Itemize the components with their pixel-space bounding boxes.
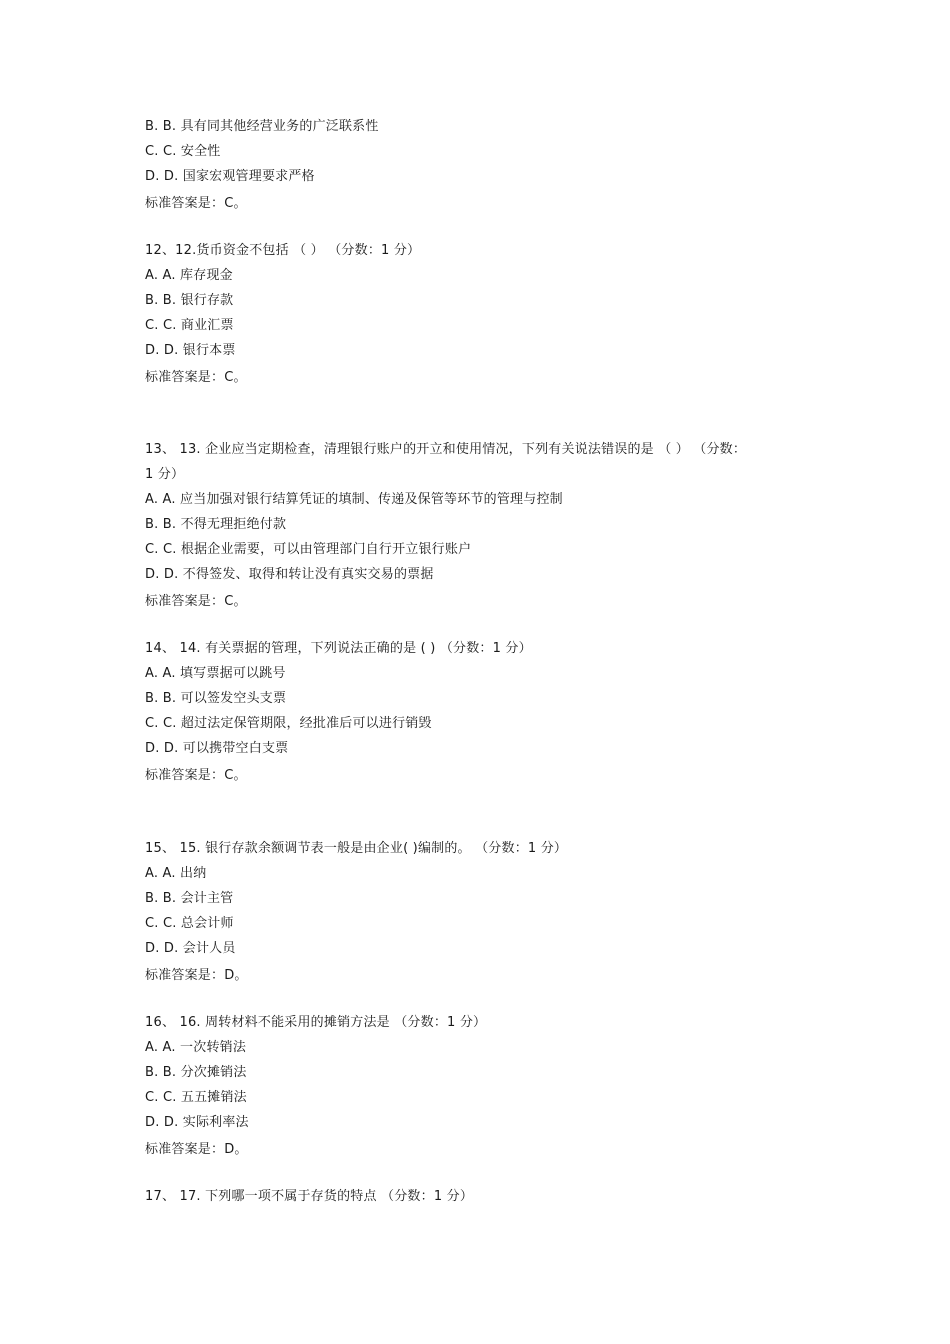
standard-answer: 标准答案是：D。	[145, 968, 248, 983]
option-b: B. B. 不得无理拒绝付款	[145, 517, 287, 532]
option-a: A. A. 一次转销法	[145, 1040, 247, 1055]
question-stem: 13、 13. 企业应当定期检查，清理银行账户的开立和使用情况，下列有关说法错误的是 （ ） （分数：	[145, 442, 747, 457]
option-d: D. D. 国家宏观管理要求严格	[145, 169, 315, 184]
option-d: D. D. 银行本票	[145, 343, 236, 358]
option-d: D. D. 会计人员	[145, 941, 236, 956]
standard-answer: 标准答案是：C。	[145, 370, 247, 385]
option-a: A. A. 填写票据可以跳号	[145, 666, 286, 681]
standard-answer: 标准答案是：C。	[145, 768, 247, 783]
option-c: C. C. 商业汇票	[145, 318, 234, 333]
option-d: D. D. 不得签发、取得和转让没有真实交易的票据	[145, 567, 434, 582]
option-b: B. B. 分次摊销法	[145, 1065, 247, 1080]
option-a: A. A. 出纳	[145, 866, 207, 881]
option-b: B. B. 银行存款	[145, 293, 234, 308]
option-c: C. C. 超过法定保管期限，经批准后可以进行销毁	[145, 716, 432, 731]
option-b: B. B. 会计主管	[145, 891, 234, 906]
option-c: C. C. 五五摊销法	[145, 1090, 247, 1105]
question-stem: 15、 15. 银行存款余额调节表一般是由企业( )编制的。 （分数：1 分）	[145, 841, 568, 856]
question-stem: 17、 17. 下列哪一项不属于存货的特点 （分数：1 分）	[145, 1189, 474, 1204]
question-stem: 14、 14. 有关票据的管理，下列说法正确的是 ( ) （分数：1 分）	[145, 641, 532, 656]
standard-answer: 标准答案是：D。	[145, 1142, 248, 1157]
option-c: C. C. 安全性	[145, 144, 221, 159]
option-d: D. D. 实际利率法	[145, 1115, 249, 1130]
option-b: B. B. 可以签发空头支票	[145, 691, 287, 706]
option-c: C. C. 根据企业需要，可以由管理部门自行开立银行账户	[145, 542, 472, 557]
option-a: A. A. 库存现金	[145, 268, 233, 283]
option-c: C. C. 总会计师	[145, 916, 234, 931]
option-d: D. D. 可以携带空白支票	[145, 741, 289, 756]
standard-answer: 标准答案是：C。	[145, 196, 247, 211]
question-stem: 16、 16. 周转材料不能采用的摊销方法是 （分数：1 分）	[145, 1015, 487, 1030]
question-stem: 12、12.货币资金不包括 （ ） （分数：1 分）	[145, 243, 421, 258]
option-b: B. B. 具有同其他经营业务的广泛联系性	[145, 119, 379, 134]
standard-answer: 标准答案是：C。	[145, 594, 247, 609]
question-stem-continued: 1 分）	[145, 467, 185, 482]
option-a: A. A. 应当加强对银行结算凭证的填制、传递及保管等环节的管理与控制	[145, 492, 563, 507]
